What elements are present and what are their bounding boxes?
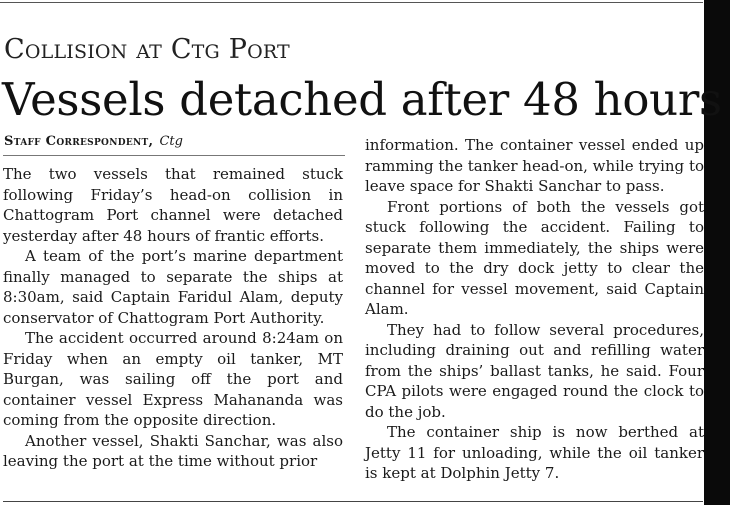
paragraph: The container ship is now berthed at Jetty 11 for unloading, while the oil tanker is kept at Dolphin Jetty 7. — [365, 423, 704, 482]
paragraph: information. The container vessel ended up ramming the tanker head-on, while trying to leave space for Shakti Sanchar to pass. — [365, 136, 704, 195]
paragraph: The two vessels that remained stuck following Friday’s head-on collision in Chattogram Port channel were detached yesterday after 48 hours of frantic efforts. — [3, 165, 343, 245]
byline-author: Staff Correspondent, — [4, 134, 154, 149]
paragraph: Front portions of both the vessels got stuck following the accident. Failing to separate them immediately, the ships were moved to the dry dock jetty to clear the channel for vessel movement, said Captain Alam. — [365, 197, 704, 318]
article-headline: Vessels detached after 48 hours — [2, 73, 722, 126]
byline-place: Ctg — [159, 134, 183, 149]
byline — [4, 133, 183, 151]
paragraph: They had to follow several procedures, including draining out and refilling water from the ships’ ballast tanks, he said. Four CPA pilots were engaged round the clock to do the job. — [365, 320, 704, 421]
byline-rule — [3, 155, 345, 156]
article-column-right — [365, 135, 704, 484]
bottom-rule — [3, 501, 703, 502]
top-rule — [0, 2, 703, 3]
paragraph: Another vessel, Shakti Sanchar, was also leaving the port at the time without prior — [3, 431, 343, 470]
paragraph: A team of the port’s marine department finally managed to separate the ships at 8:30am, said Captain Faridul Alam, deputy conservator of Chattogram Port Authority. — [3, 247, 343, 327]
article-kicker: Collision at Ctg Port — [4, 34, 290, 65]
paragraph: The accident occurred around 8:24am on Friday when an empty oil tanker, MT Burgan, was sailing off the port and container vessel Express Mahananda was coming from the opposite direction. — [3, 329, 343, 429]
article-column-left — [3, 164, 343, 472]
